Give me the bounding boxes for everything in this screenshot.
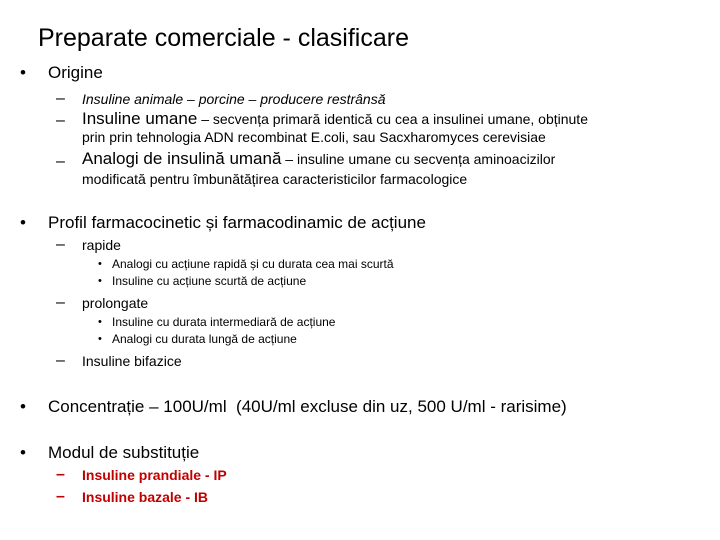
modul-item-bazale: Insuline bazale - IB	[82, 489, 209, 505]
dash-bifazice: –	[56, 352, 65, 369]
profil-bifazice: Insuline bifazice	[82, 353, 182, 369]
dash-prolongate: –	[56, 294, 65, 311]
origine-item-analogi-cont: modificată pentru îmbunătățirea caracteristicilor farmacologice	[82, 171, 468, 187]
concentratie-note: (40U/ml excluse din uz, 500 U/ml - rarisime)	[236, 397, 567, 416]
origine-item-umane	[82, 110, 588, 128]
bullet-concentratie: •	[20, 397, 26, 416]
modul-item-prandiale: Insuline prandiale - IP	[82, 467, 227, 483]
section-concentratie	[48, 396, 567, 418]
origine-item-analogi	[82, 150, 555, 168]
origine-item-analogi-rest: – insuline umane cu secvența aminoacizilor	[281, 151, 556, 167]
bullet-modul: •	[20, 443, 26, 462]
bullet-rapide-2: •	[98, 275, 102, 287]
profil-prolongate: prolongate	[82, 295, 149, 311]
dash-origine-3: –	[56, 153, 65, 170]
origine-item-umane-lead: Insuline umane	[82, 109, 198, 128]
bullet-profil: •	[20, 213, 26, 232]
origine-item-umane-cont: prin prin tehnologia ADN recombinat E.coli, sau Sacxharomyces cerevisiae	[82, 129, 546, 145]
slide-title: Preparate comerciale - clasificare	[38, 24, 409, 52]
section-modul-label: Modul de substituție	[48, 443, 200, 462]
dash-origine-1: –	[56, 90, 65, 107]
prolongate-item-1: Insuline cu durata intermediară de acțiune	[112, 315, 336, 329]
bullet-rapide-1: •	[98, 258, 102, 270]
rapide-item-1: Analogi cu acțiune rapidă și cu durata cea mai scurtă	[112, 257, 394, 271]
origine-item-analogi-lead: Analogi de insulină umană	[82, 149, 282, 168]
dash-bazale: –	[56, 488, 65, 505]
section-profil-label: Profil farmacocinetic și farmacodinamic de acțiune	[48, 213, 426, 232]
bullet-prolongate-2: •	[98, 333, 102, 345]
rapide-item-2: Insuline cu acțiune scurtă de acțiune	[112, 274, 307, 288]
concentratie-label: Concentrație – 100U/ml	[48, 397, 227, 416]
dash-rapide: –	[56, 236, 65, 253]
bullet-prolongate-1: •	[98, 316, 102, 328]
section-origine-label: Origine	[48, 63, 103, 82]
bullet-origine: •	[20, 63, 26, 82]
origine-item-umane-rest: – secvența primară identică cu cea a insulinei umane, obținute	[197, 111, 588, 127]
prolongate-item-2: Analogi cu durata lungă de acțiune	[112, 332, 297, 346]
profil-rapide: rapide	[82, 237, 121, 253]
dash-prandiale: –	[56, 466, 65, 483]
dash-origine-2: –	[56, 112, 65, 129]
origine-item-animale: Insuline animale – porcine – producere restrânsă	[82, 91, 386, 107]
